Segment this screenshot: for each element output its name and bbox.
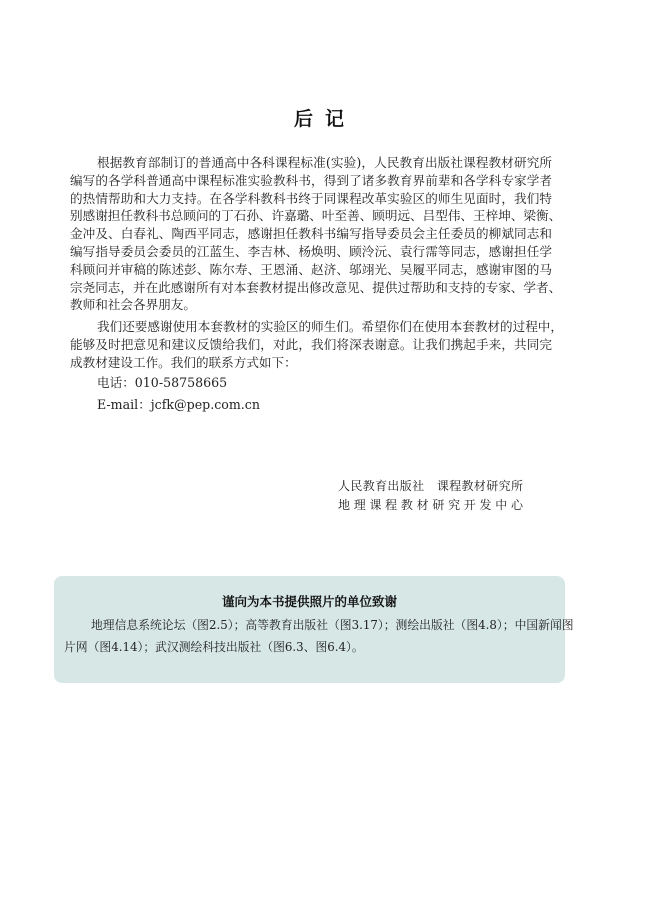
signature-line: 人民教育出版社 课程教材研究所 [338, 479, 523, 493]
text-line: 能够及时把意见和建议反馈给我们，对此，我们将深表谢意。让我们携起手来，共同完 [70, 336, 552, 352]
contact-email[interactable]: E-mail：jcfk@pep.com.cn [97, 396, 260, 412]
photo-credits-title: 谨向为本书提供照片的单位致谢 [221, 594, 397, 609]
text-line: 科顾问并审稿的陈述彭、陈尔寿、王恩涌、赵济、邬翊光、吴履平同志，感谢审图的马 [70, 261, 552, 277]
contact-phone: 电话：010-58758665 [97, 374, 228, 390]
afterword-body [70, 154, 563, 416]
paragraph-1 [70, 154, 562, 314]
text-line: 别感谢担任教科书总顾问的丁石孙、许嘉璐、叶至善、顾明远、吕型伟、王梓坤、梁衡、 [70, 208, 562, 224]
text-line: 我们还要感谢使用本套教材的实验区的师生们。希望你们在使用本套教材的过程中， [97, 319, 563, 335]
text-line: 金冲及、白春礼、陶西平同志，感谢担任教科书编写指导委员会主任委员的柳斌同志和 [70, 226, 552, 242]
photo-credits-text [64, 614, 574, 658]
signature-line: 地理课程教材研究开发中心 [338, 498, 523, 512]
text-line: 地理信息系统论坛（图2.5）；高等教育出版社（图3.17）；测绘出版社（图4.8）；中国新闻图 [91, 618, 574, 632]
text-line: 的热情帮助和大力支持。在各学科教科书终于同课程改革实验区的师生见面时，我们特 [70, 190, 552, 206]
text-line: 片网（图4.14）；武汉测绘科技出版社（图6.3、图6.4）。 [64, 640, 364, 654]
paragraph-2 [70, 318, 563, 371]
signature [338, 477, 523, 515]
text-line: 成教材建设工作。我们的联系方式如下： [70, 354, 297, 370]
text-line: 根据教育部制订的普通高中各科课程标准(实验)，人民教育出版社课程教材研究所 [97, 155, 552, 170]
text-line: 教师和社会各界朋友。 [70, 297, 196, 313]
text-line: 宗尧同志，并在此感谢所有对本套教材提出修改意见、提供过帮助和支持的专家、学者、 [70, 279, 562, 295]
text-line: 编写指导委员会委员的江蓝生、李吉林、杨焕明、顾泠沅、袁行霈等同志，感谢担任学 [70, 243, 552, 259]
page-title: 后记 [293, 108, 356, 130]
photo-credits-box [54, 576, 574, 683]
text-line: 编写的各学科普通高中课程标准实验教科书，得到了诸多教育界前辈和各学科专家学者 [70, 172, 552, 188]
